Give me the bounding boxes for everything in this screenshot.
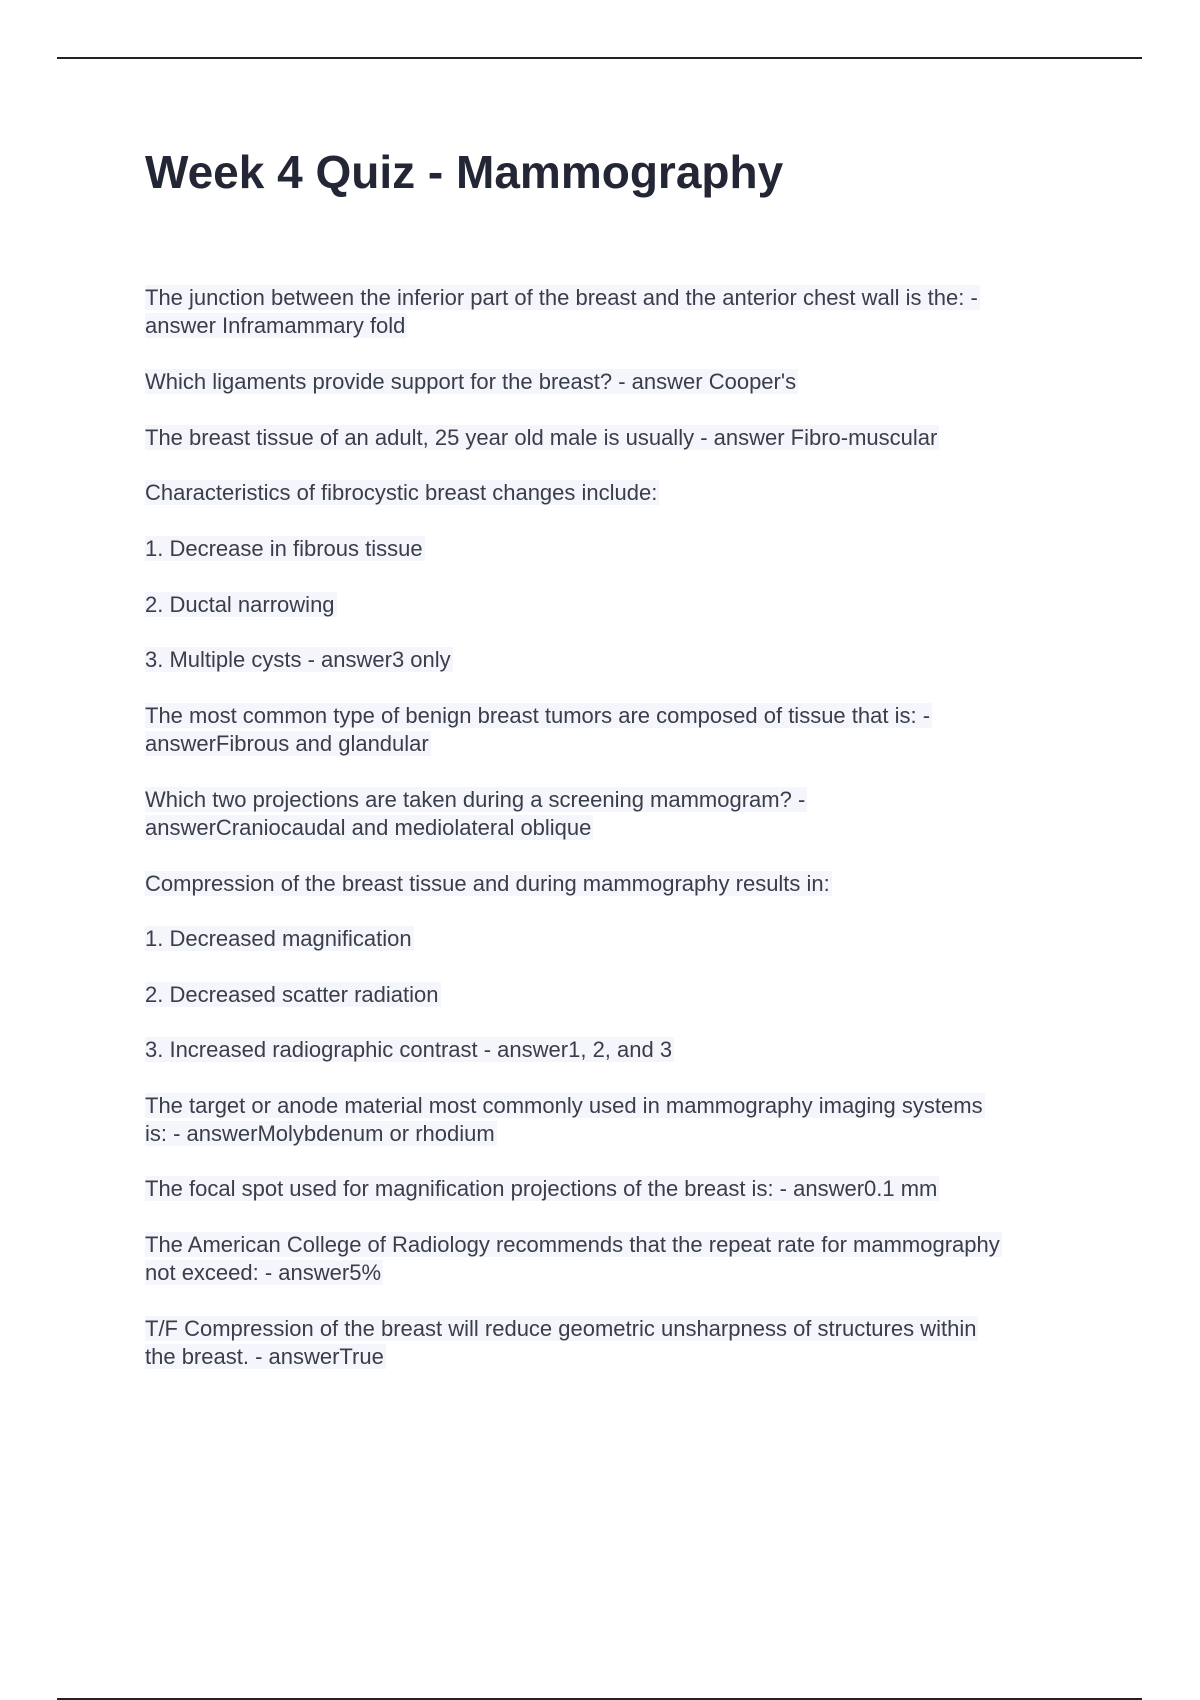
text-line-content: 3. Multiple cysts - answer3 only bbox=[145, 647, 451, 672]
text-line-content: Characteristics of fibrocystic breast changes include: bbox=[145, 480, 658, 505]
text-line-content: The target or anode material most commonly used in mammography imaging systems bbox=[145, 1093, 983, 1118]
text-line-content: is: - answerMolybdenum or rhodium bbox=[145, 1121, 495, 1146]
text-line-content: The focal spot used for magnification projections of the breast is: - answer0.1 mm bbox=[145, 1176, 938, 1201]
text-line bbox=[145, 786, 807, 814]
text-line-content: The junction between the inferior part of the breast and the anterior chest wall is the: - bbox=[145, 285, 978, 310]
text-line-content: 1. Decrease in fibrous tissue bbox=[145, 536, 423, 561]
text-line bbox=[145, 1120, 497, 1148]
text-line bbox=[145, 1092, 985, 1120]
text-line bbox=[145, 646, 453, 674]
text-line-content: the breast. - answerTrue bbox=[145, 1344, 384, 1369]
text-line bbox=[145, 1315, 978, 1343]
text-line-content: The breast tissue of an adult, 25 year old male is usually - answer Fibro-muscular bbox=[145, 425, 938, 450]
text-line-content: 3. Increased radiographic contrast - answer1, 2, and 3 bbox=[145, 1037, 673, 1062]
text-line bbox=[145, 284, 980, 312]
text-line-content: 2. Ductal narrowing bbox=[145, 592, 335, 617]
text-line bbox=[145, 1231, 1002, 1259]
text-line bbox=[145, 535, 425, 563]
text-line bbox=[145, 870, 832, 898]
text-line bbox=[145, 814, 593, 842]
text-line bbox=[145, 730, 431, 758]
text-line bbox=[145, 702, 932, 730]
text-line bbox=[145, 1175, 939, 1203]
text-line bbox=[145, 479, 659, 507]
text-line-content: Compression of the breast tissue and during mammography results in: bbox=[145, 871, 830, 896]
text-line bbox=[145, 1259, 383, 1287]
text-line bbox=[145, 368, 798, 396]
text-line-content: The American College of Radiology recommends that the repeat rate for mammography bbox=[145, 1232, 1000, 1257]
text-line-content: The most common type of benign breast tumors are composed of tissue that is: - bbox=[145, 703, 931, 728]
text-line-content: answerCraniocaudal and mediolateral oblique bbox=[145, 815, 592, 840]
text-line bbox=[145, 1343, 386, 1371]
text-line bbox=[145, 424, 939, 452]
text-line-content: 2. Decreased scatter radiation bbox=[145, 982, 439, 1007]
text-line bbox=[145, 591, 337, 619]
text-line-content: Which two projections are taken during a screening mammogram? - bbox=[145, 787, 806, 812]
text-line-content: Which ligaments provide support for the breast? - answer Cooper's bbox=[145, 369, 797, 394]
text-line-content: not exceed: - answer5% bbox=[145, 1260, 382, 1285]
text-line-content: 1. Decreased magnification bbox=[145, 926, 412, 951]
text-line bbox=[145, 925, 414, 953]
text-line bbox=[145, 981, 441, 1009]
page-title: Week 4 Quiz - Mammography bbox=[145, 146, 784, 198]
top-rule bbox=[57, 57, 1142, 59]
text-line bbox=[145, 1036, 674, 1064]
text-line-content: answerFibrous and glandular bbox=[145, 731, 429, 756]
text-line bbox=[145, 312, 407, 340]
text-line-content: answer Inframammary fold bbox=[145, 313, 406, 338]
text-line-content: T/F Compression of the breast will reduce geometric unsharpness of structures within bbox=[145, 1316, 977, 1341]
